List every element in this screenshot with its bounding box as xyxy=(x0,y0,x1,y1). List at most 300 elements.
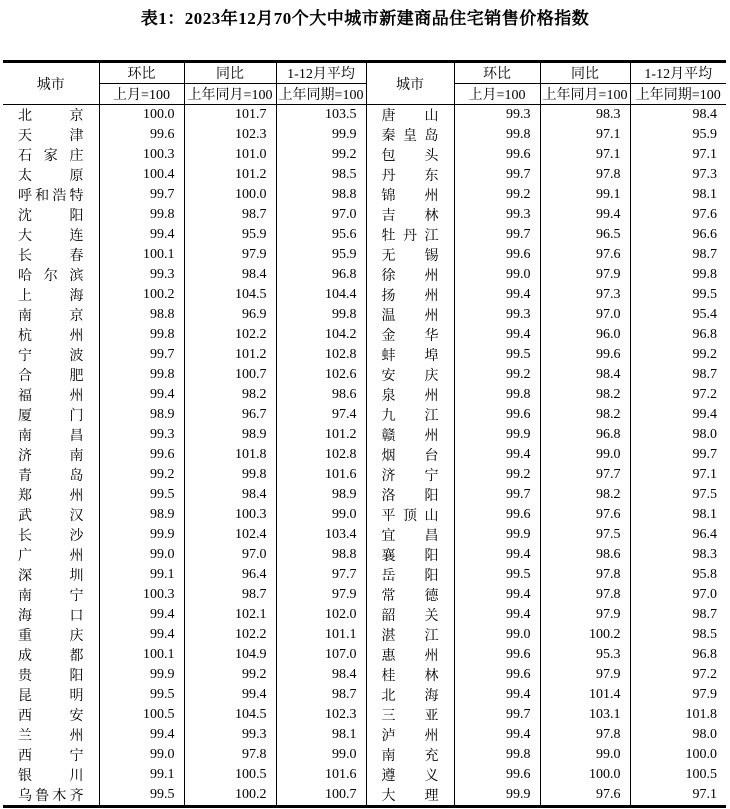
city-name: 平 顶 山 xyxy=(366,505,454,525)
index-value: 99.4 xyxy=(454,605,540,625)
index-value: 97.9 xyxy=(184,245,276,265)
city-name: 深 圳 xyxy=(18,569,84,584)
city-name: 烟 台 xyxy=(366,445,454,465)
table-row xyxy=(3,285,726,305)
index-value: 99.2 xyxy=(454,185,540,205)
index-value: 102.4 xyxy=(184,525,276,545)
city-name: 韶 关 xyxy=(366,605,454,625)
index-value: 96.6 xyxy=(630,225,726,245)
city-name: 南 京 xyxy=(18,309,84,324)
city-name: 常 德 xyxy=(366,585,454,605)
city-name: 成 都 xyxy=(18,649,84,664)
city-name: 天 津 xyxy=(18,129,84,144)
city-name: 南 宁 xyxy=(18,589,84,604)
index-value: 99.6 xyxy=(454,665,540,685)
index-value: 98.5 xyxy=(630,625,726,645)
table-row xyxy=(3,325,726,345)
index-value: 99.0 xyxy=(454,625,540,645)
index-value: 97.1 xyxy=(540,145,630,165)
index-value: 99.3 xyxy=(454,305,540,325)
city-name: 大 理 xyxy=(366,785,454,807)
index-value: 99.4 xyxy=(99,385,184,405)
city-name: 洛 阳 xyxy=(366,485,454,505)
index-value: 99.3 xyxy=(99,265,184,285)
header-avg-left: 1-12月平均 xyxy=(276,62,366,84)
index-value: 95.9 xyxy=(276,245,366,265)
index-value: 96.8 xyxy=(630,645,726,665)
index-value: 97.8 xyxy=(540,165,630,185)
index-value: 99.3 xyxy=(99,425,184,445)
index-value: 101.4 xyxy=(540,685,630,705)
index-value: 101.7 xyxy=(184,105,276,126)
index-value: 99.1 xyxy=(540,185,630,205)
index-value: 101.2 xyxy=(276,425,366,445)
table-row xyxy=(3,785,726,807)
index-value: 99.4 xyxy=(99,225,184,245)
index-value: 102.2 xyxy=(184,325,276,345)
city-name: 济 南 xyxy=(18,449,84,464)
index-value: 99.5 xyxy=(99,785,184,807)
index-value: 99.6 xyxy=(454,645,540,665)
index-value: 100.2 xyxy=(184,785,276,807)
index-value: 98.4 xyxy=(184,265,276,285)
city-name: 桂 林 xyxy=(366,665,454,685)
city-name: 牡 丹 江 xyxy=(366,225,454,245)
city-name: 大 连 xyxy=(18,229,84,244)
index-value: 99.4 xyxy=(99,625,184,645)
index-value: 98.4 xyxy=(276,665,366,685)
index-value: 98.8 xyxy=(276,185,366,205)
table-row xyxy=(3,125,726,145)
index-value: 104.9 xyxy=(184,645,276,665)
city-name: 宜 昌 xyxy=(366,525,454,545)
index-value: 103.1 xyxy=(540,705,630,725)
index-value: 100.1 xyxy=(99,645,184,665)
index-value: 98.9 xyxy=(276,485,366,505)
index-value: 97.6 xyxy=(540,245,630,265)
header-city-right: 城市 xyxy=(366,62,454,105)
city-name: 惠 州 xyxy=(366,645,454,665)
index-value: 101.1 xyxy=(276,625,366,645)
header-avg-right: 1-12月平均 xyxy=(630,62,726,84)
index-value: 99.7 xyxy=(99,185,184,205)
index-value: 99.7 xyxy=(99,345,184,365)
index-value: 102.2 xyxy=(184,625,276,645)
city-name: 唐 山 xyxy=(366,105,454,126)
index-value: 98.2 xyxy=(540,485,630,505)
index-value: 99.8 xyxy=(454,745,540,765)
city-name: 上 海 xyxy=(18,289,84,304)
index-value: 100.5 xyxy=(630,765,726,785)
table-row xyxy=(3,425,726,445)
index-value: 104.4 xyxy=(276,285,366,305)
index-value: 99.0 xyxy=(99,545,184,565)
price-index-table xyxy=(3,60,726,808)
index-value: 96.8 xyxy=(540,425,630,445)
index-value: 102.1 xyxy=(184,605,276,625)
table-row xyxy=(3,405,726,425)
index-value: 98.8 xyxy=(276,545,366,565)
index-value: 99.6 xyxy=(540,345,630,365)
index-value: 98.3 xyxy=(630,545,726,565)
city-name: 扬 州 xyxy=(366,285,454,305)
header-avg-base-left: 上年同期=100 xyxy=(276,84,366,105)
city-name: 遵 义 xyxy=(366,765,454,785)
index-value: 101.8 xyxy=(630,705,726,725)
city-name: 安 庆 xyxy=(366,365,454,385)
index-value: 99.4 xyxy=(99,725,184,745)
index-value: 96.4 xyxy=(184,565,276,585)
index-value: 98.7 xyxy=(184,585,276,605)
city-name: 温 州 xyxy=(366,305,454,325)
index-value: 99.2 xyxy=(184,665,276,685)
index-value: 99.5 xyxy=(99,685,184,705)
table-row xyxy=(3,485,726,505)
city-name: 乌 鲁 木 齐 xyxy=(18,789,84,804)
index-value: 104.5 xyxy=(184,705,276,725)
index-value: 99.6 xyxy=(454,405,540,425)
index-value: 99.2 xyxy=(454,465,540,485)
index-value: 99.1 xyxy=(99,565,184,585)
index-value: 98.7 xyxy=(630,605,726,625)
index-value: 97.1 xyxy=(540,125,630,145)
index-value: 98.2 xyxy=(540,385,630,405)
index-value: 98.9 xyxy=(184,425,276,445)
city-name: 厦 门 xyxy=(18,409,84,424)
table-row xyxy=(3,685,726,705)
index-value: 101.2 xyxy=(184,165,276,185)
index-value: 100.2 xyxy=(540,625,630,645)
index-value: 98.4 xyxy=(630,105,726,126)
table-row xyxy=(3,165,726,185)
index-value: 99.9 xyxy=(99,525,184,545)
index-value: 99.0 xyxy=(276,745,366,765)
index-value: 99.8 xyxy=(184,465,276,485)
index-value: 99.0 xyxy=(276,505,366,525)
index-value: 99.7 xyxy=(630,445,726,465)
city-name: 呼 和 浩 特 xyxy=(18,189,84,204)
header-mom-base-right: 上月=100 xyxy=(454,84,540,105)
table-body xyxy=(3,105,726,807)
index-value: 100.7 xyxy=(276,785,366,807)
index-value: 97.9 xyxy=(540,605,630,625)
header-yoy-left: 同比 xyxy=(184,62,276,84)
city-name: 贵 阳 xyxy=(18,669,84,684)
city-name: 哈 尔 滨 xyxy=(18,269,84,284)
city-name: 太 原 xyxy=(18,169,84,184)
city-name: 九 江 xyxy=(366,405,454,425)
city-name: 无 锡 xyxy=(366,245,454,265)
index-value: 99.0 xyxy=(540,745,630,765)
city-name: 广 州 xyxy=(18,549,84,564)
index-value: 97.2 xyxy=(630,665,726,685)
table-row xyxy=(3,385,726,405)
table-row xyxy=(3,305,726,325)
index-value: 99.6 xyxy=(454,245,540,265)
index-value: 97.8 xyxy=(540,585,630,605)
city-name: 郑 州 xyxy=(18,489,84,504)
index-value: 101.6 xyxy=(276,765,366,785)
index-value: 99.4 xyxy=(454,545,540,565)
city-name: 三 亚 xyxy=(366,705,454,725)
table-row xyxy=(3,345,726,365)
index-value: 97.6 xyxy=(540,505,630,525)
index-value: 95.4 xyxy=(630,305,726,325)
index-value: 97.9 xyxy=(276,585,366,605)
index-value: 98.7 xyxy=(630,245,726,265)
index-value: 99.5 xyxy=(630,285,726,305)
index-value: 95.9 xyxy=(630,125,726,145)
index-value: 98.3 xyxy=(540,105,630,126)
index-value: 96.4 xyxy=(630,525,726,545)
index-value: 102.8 xyxy=(276,345,366,365)
index-value: 97.3 xyxy=(630,165,726,185)
index-value: 101.0 xyxy=(184,145,276,165)
index-value: 98.2 xyxy=(540,405,630,425)
index-value: 100.5 xyxy=(184,765,276,785)
city-name: 重 庆 xyxy=(18,629,84,644)
table-row xyxy=(3,745,726,765)
index-value: 100.0 xyxy=(540,765,630,785)
index-value: 102.8 xyxy=(276,445,366,465)
table-row xyxy=(3,765,726,785)
city-name: 长 沙 xyxy=(18,529,84,544)
table-row xyxy=(3,145,726,165)
table-row xyxy=(3,705,726,725)
index-value: 99.0 xyxy=(99,745,184,765)
city-name: 襄 阳 xyxy=(366,545,454,565)
index-value: 99.0 xyxy=(540,445,630,465)
index-value: 99.2 xyxy=(276,145,366,165)
city-name: 秦 皇 岛 xyxy=(366,125,454,145)
index-value: 98.6 xyxy=(540,545,630,565)
city-name: 青 岛 xyxy=(18,469,84,484)
index-value: 97.9 xyxy=(630,685,726,705)
index-value: 99.4 xyxy=(454,585,540,605)
index-value: 96.8 xyxy=(276,265,366,285)
index-value: 104.5 xyxy=(184,285,276,305)
table-row xyxy=(3,525,726,545)
header-row-bases xyxy=(3,84,726,105)
table-row xyxy=(3,565,726,585)
index-value: 97.5 xyxy=(630,485,726,505)
index-value: 99.6 xyxy=(454,765,540,785)
index-value: 98.0 xyxy=(630,425,726,445)
index-value: 97.9 xyxy=(540,265,630,285)
city-name: 泉 州 xyxy=(366,385,454,405)
index-value: 102.6 xyxy=(276,365,366,385)
index-value: 99.8 xyxy=(454,385,540,405)
index-value: 98.2 xyxy=(184,385,276,405)
index-value: 99.3 xyxy=(454,205,540,225)
table-row xyxy=(3,225,726,245)
index-value: 99.2 xyxy=(630,345,726,365)
index-value: 97.6 xyxy=(540,785,630,807)
index-value: 99.4 xyxy=(540,205,630,225)
index-value: 104.2 xyxy=(276,325,366,345)
index-value: 97.8 xyxy=(184,745,276,765)
index-value: 96.8 xyxy=(630,325,726,345)
index-value: 98.6 xyxy=(276,385,366,405)
index-value: 100.0 xyxy=(99,105,184,126)
index-value: 98.1 xyxy=(630,185,726,205)
index-value: 100.7 xyxy=(184,365,276,385)
table-row xyxy=(3,205,726,225)
header-yoy-base-left: 上年同月=100 xyxy=(184,84,276,105)
index-value: 99.6 xyxy=(99,445,184,465)
index-value: 99.8 xyxy=(276,305,366,325)
index-value: 100.2 xyxy=(99,285,184,305)
index-value: 98.1 xyxy=(276,725,366,745)
index-value: 99.4 xyxy=(454,725,540,745)
city-name: 南 充 xyxy=(366,745,454,765)
table-row xyxy=(3,645,726,665)
index-value: 99.8 xyxy=(99,325,184,345)
table-row xyxy=(3,365,726,385)
table-row xyxy=(3,105,726,126)
index-value: 99.8 xyxy=(630,265,726,285)
index-value: 99.8 xyxy=(454,125,540,145)
index-value: 97.2 xyxy=(630,385,726,405)
index-value: 95.6 xyxy=(276,225,366,245)
index-value: 99.5 xyxy=(454,565,540,585)
index-value: 103.5 xyxy=(276,105,366,126)
header-mom-base-left: 上月=100 xyxy=(99,84,184,105)
index-value: 99.4 xyxy=(454,685,540,705)
index-value: 99.1 xyxy=(99,765,184,785)
index-value: 97.8 xyxy=(540,725,630,745)
index-value: 99.5 xyxy=(454,345,540,365)
city-name: 合 肥 xyxy=(18,369,84,384)
index-value: 98.5 xyxy=(276,165,366,185)
index-value: 97.8 xyxy=(540,565,630,585)
index-value: 100.1 xyxy=(99,245,184,265)
city-name: 武 汉 xyxy=(18,509,84,524)
index-value: 100.3 xyxy=(184,505,276,525)
index-value: 97.5 xyxy=(540,525,630,545)
index-value: 99.6 xyxy=(454,505,540,525)
index-value: 97.0 xyxy=(540,305,630,325)
index-value: 99.8 xyxy=(99,205,184,225)
table-header xyxy=(3,62,726,105)
index-value: 98.4 xyxy=(540,365,630,385)
index-value: 97.1 xyxy=(630,465,726,485)
index-value: 98.1 xyxy=(630,505,726,525)
city-name: 锦 州 xyxy=(366,185,454,205)
index-value: 96.7 xyxy=(184,405,276,425)
index-value: 99.8 xyxy=(99,365,184,385)
table-row xyxy=(3,725,726,745)
index-value: 99.4 xyxy=(99,605,184,625)
index-value: 95.3 xyxy=(540,645,630,665)
table-row xyxy=(3,585,726,605)
city-name: 金 华 xyxy=(366,325,454,345)
table-row xyxy=(3,465,726,485)
index-value: 97.1 xyxy=(630,785,726,807)
index-value: 99.7 xyxy=(454,165,540,185)
index-value: 99.7 xyxy=(454,225,540,245)
header-avg-base-right: 上年同期=100 xyxy=(630,84,726,105)
index-value: 101.8 xyxy=(184,445,276,465)
index-value: 99.9 xyxy=(276,125,366,145)
index-value: 99.4 xyxy=(454,445,540,465)
index-value: 100.5 xyxy=(99,705,184,725)
index-value: 99.9 xyxy=(99,665,184,685)
city-name: 北 海 xyxy=(366,685,454,705)
index-value: 95.8 xyxy=(630,565,726,585)
index-value: 98.7 xyxy=(184,205,276,225)
city-name: 西 宁 xyxy=(18,749,84,764)
table-row xyxy=(3,665,726,685)
city-name: 济 宁 xyxy=(366,465,454,485)
index-value: 98.7 xyxy=(276,685,366,705)
city-name: 海 口 xyxy=(18,609,84,624)
index-value: 99.6 xyxy=(99,125,184,145)
index-value: 97.9 xyxy=(540,665,630,685)
index-value: 99.9 xyxy=(454,425,540,445)
city-name: 包 头 xyxy=(366,145,454,165)
index-value: 97.0 xyxy=(184,545,276,565)
index-value: 102.3 xyxy=(276,705,366,725)
table-row xyxy=(3,245,726,265)
index-value: 100.0 xyxy=(184,185,276,205)
city-name: 北 京 xyxy=(18,109,84,124)
table-row xyxy=(3,445,726,465)
index-value: 99.9 xyxy=(454,525,540,545)
city-name: 石 家 庄 xyxy=(18,149,84,164)
city-name: 福 州 xyxy=(18,389,84,404)
index-value: 100.3 xyxy=(99,145,184,165)
index-value: 98.4 xyxy=(184,485,276,505)
index-value: 102.3 xyxy=(184,125,276,145)
page-title: 表1：2023年12月70个大中城市新建商品住宅销售价格指数 xyxy=(140,9,590,28)
index-value: 99.4 xyxy=(454,325,540,345)
index-value: 98.8 xyxy=(99,305,184,325)
index-value: 99.4 xyxy=(454,285,540,305)
index-value: 103.4 xyxy=(276,525,366,545)
index-value: 101.2 xyxy=(184,345,276,365)
city-name: 沈 阳 xyxy=(18,209,84,224)
city-name: 昆 明 xyxy=(18,689,84,704)
city-name: 杭 州 xyxy=(18,329,84,344)
index-value: 96.5 xyxy=(540,225,630,245)
table-row xyxy=(3,605,726,625)
table-row xyxy=(3,625,726,645)
index-value: 98.9 xyxy=(99,405,184,425)
index-value: 98.0 xyxy=(630,725,726,745)
city-name: 宁 波 xyxy=(18,349,84,364)
index-value: 97.3 xyxy=(540,285,630,305)
city-name: 银 川 xyxy=(18,769,84,784)
index-value: 99.7 xyxy=(454,485,540,505)
index-value: 96.0 xyxy=(540,325,630,345)
header-yoy-right: 同比 xyxy=(540,62,630,84)
city-name: 蚌 埠 xyxy=(366,345,454,365)
city-name: 泸 州 xyxy=(366,725,454,745)
index-value: 99.3 xyxy=(454,105,540,126)
header-city-left: 城市 xyxy=(3,62,99,105)
city-name: 西 安 xyxy=(18,709,84,724)
table-row xyxy=(3,185,726,205)
table-row xyxy=(3,545,726,565)
index-value: 99.4 xyxy=(184,685,276,705)
table-row xyxy=(3,265,726,285)
index-value: 97.7 xyxy=(276,565,366,585)
index-value: 99.5 xyxy=(99,485,184,505)
index-value: 100.3 xyxy=(99,585,184,605)
header-row-groups xyxy=(3,62,726,84)
index-value: 97.4 xyxy=(276,405,366,425)
